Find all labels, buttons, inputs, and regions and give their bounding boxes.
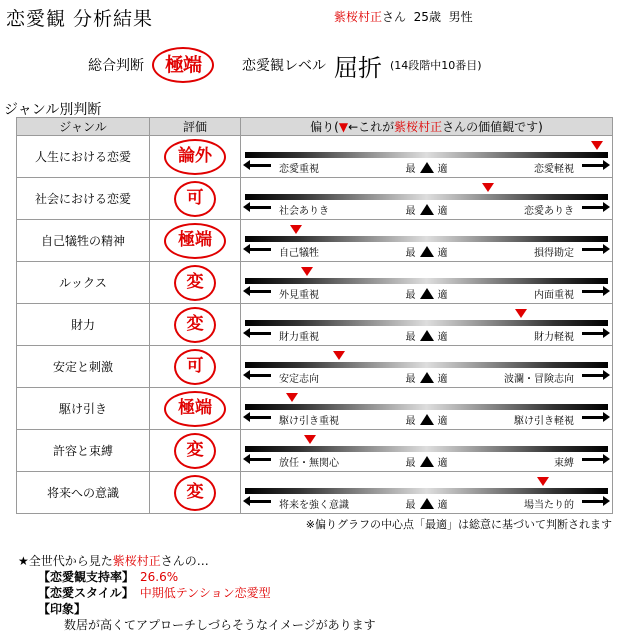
impression-line	[18, 601, 376, 617]
bias-labels	[245, 286, 608, 300]
bias-right-label: 恋愛軽視	[534, 164, 574, 175]
optimal-label-2: 適	[437, 206, 448, 217]
genre-cell: ルックス	[17, 262, 150, 304]
value-marker-icon	[515, 309, 527, 318]
optimal-center-label	[406, 160, 448, 175]
bias-labels	[245, 202, 608, 216]
optimal-center-label	[406, 370, 448, 385]
bias-labels	[245, 496, 608, 510]
left-arrow-icon	[249, 416, 271, 419]
header-bias-prefix: 偏り(	[310, 120, 339, 134]
overall-judgement	[88, 48, 482, 82]
bias-labels	[245, 160, 608, 174]
optimal-label-2: 適	[437, 164, 448, 175]
optimal-label-2: 適	[437, 458, 448, 469]
eval-stamp: 変	[174, 307, 216, 343]
bias-cell	[241, 430, 613, 472]
summary-intro-suffix: さんの…	[160, 554, 209, 568]
gradient-bar	[245, 488, 608, 494]
gradient-bar	[245, 194, 608, 200]
optimal-label-1: 最	[405, 374, 416, 385]
optimal-label-1: 最	[405, 248, 416, 259]
bias-meter	[245, 434, 608, 470]
bias-cell	[241, 304, 613, 346]
gradient-bar	[245, 320, 608, 326]
bias-meter	[245, 350, 608, 386]
optimal-center-label	[406, 328, 448, 343]
eval-cell	[150, 136, 241, 178]
user-name: 紫桜村正	[334, 10, 383, 24]
impression-text: 数居が高くてアプローチしづらそうなイメージがあります	[64, 618, 376, 632]
genre-cell: 人生における恋愛	[17, 136, 150, 178]
genre-cell: 自己犠牲の精神	[17, 220, 150, 262]
left-arrow-icon	[249, 248, 271, 251]
left-arrow-icon	[249, 332, 271, 335]
eval-cell	[150, 430, 241, 472]
genre-table	[16, 117, 613, 514]
up-triangle-icon	[420, 414, 434, 425]
left-arrow-icon	[249, 374, 271, 377]
up-triangle-icon	[420, 204, 434, 215]
bias-cell	[241, 346, 613, 388]
genre-cell: 許容と束縛	[17, 430, 150, 472]
right-arrow-icon	[582, 290, 604, 293]
bias-meter	[245, 224, 608, 260]
table-header-row	[17, 118, 613, 136]
support-rate-value: 26.6%	[140, 570, 179, 584]
header-bias-mid: ←これが	[348, 120, 395, 134]
gradient-bar	[245, 362, 608, 368]
bias-cell	[241, 388, 613, 430]
genre-cell: 財力	[17, 304, 150, 346]
up-triangle-icon	[420, 330, 434, 341]
optimal-label-1: 最	[405, 500, 416, 511]
up-triangle-icon	[420, 372, 434, 383]
optimal-label-1: 最	[405, 206, 416, 217]
optimal-label-1: 最	[405, 416, 416, 427]
user-age: 25歳	[413, 10, 441, 24]
optimal-center-label	[406, 244, 448, 259]
optimal-label-1: 最	[405, 290, 416, 301]
bias-left-label: 自己犠牲	[279, 248, 319, 259]
bias-right-label: 束縛	[554, 458, 574, 469]
eval-stamp: 極端	[164, 391, 226, 427]
left-arrow-icon	[249, 164, 271, 167]
genre-cell: 駆け引き	[17, 388, 150, 430]
value-marker-icon	[301, 267, 313, 276]
bias-left-label: 放任・無関心	[279, 458, 339, 469]
gradient-bar	[245, 404, 608, 410]
summary-intro-prefix: ★全世代から見た	[18, 554, 113, 568]
bias-meter	[245, 476, 608, 512]
left-arrow-icon	[249, 206, 271, 209]
bias-meter	[245, 140, 608, 176]
right-arrow-icon	[582, 458, 604, 461]
bias-left-label: 将来を強く意識	[279, 500, 349, 511]
table-row	[17, 346, 613, 388]
up-triangle-icon	[420, 246, 434, 257]
up-triangle-icon	[420, 498, 434, 509]
bias-left-label: 外見重視	[279, 290, 319, 301]
eval-cell	[150, 262, 241, 304]
bias-cell	[241, 136, 613, 178]
overall-label: 総合判断	[88, 58, 144, 74]
header-eval: 評価	[150, 118, 241, 136]
bias-labels	[245, 370, 608, 384]
value-marker-icon	[537, 477, 549, 486]
bias-meter	[245, 182, 608, 218]
bias-left-label: 財力重視	[279, 332, 319, 343]
bias-meter	[245, 266, 608, 302]
optimal-center-label	[406, 412, 448, 427]
value-marker-icon	[482, 183, 494, 192]
bias-cell	[241, 178, 613, 220]
bias-right-label: 損得勘定	[534, 248, 574, 259]
bias-right-label: 内面重視	[534, 290, 574, 301]
table-row	[17, 136, 613, 178]
right-arrow-icon	[582, 416, 604, 419]
bias-cell	[241, 220, 613, 262]
level-value: 屈折	[334, 53, 382, 82]
bias-right-label: 場当たり的	[524, 500, 574, 511]
bias-left-label: 安定志向	[279, 374, 319, 385]
optimal-label-2: 適	[437, 500, 448, 511]
optimal-center-label	[406, 496, 448, 511]
value-marker-icon	[591, 141, 603, 150]
page-title: 恋愛観 分析結果	[6, 8, 154, 30]
summary-intro	[18, 553, 376, 569]
up-triangle-icon	[420, 456, 434, 467]
value-marker-icon	[290, 225, 302, 234]
left-arrow-icon	[249, 458, 271, 461]
summary	[18, 553, 376, 633]
bias-labels	[245, 412, 608, 426]
left-arrow-icon	[249, 290, 271, 293]
table-row	[17, 304, 613, 346]
overall-stamp: 極端	[152, 47, 214, 83]
love-style-line	[18, 585, 376, 601]
user-info	[334, 8, 473, 25]
right-arrow-icon	[582, 374, 604, 377]
bias-labels	[245, 244, 608, 258]
table-row	[17, 430, 613, 472]
bias-right-label: 駆け引き軽視	[514, 416, 574, 427]
bias-cell	[241, 472, 613, 514]
gradient-bar	[245, 236, 608, 242]
header-genre: ジャンル	[17, 118, 150, 136]
bias-left-label: 恋愛重視	[279, 164, 319, 175]
right-arrow-icon	[582, 500, 604, 503]
table-row	[17, 388, 613, 430]
optimal-label-2: 適	[437, 248, 448, 259]
bias-cell	[241, 262, 613, 304]
header-bias-arrow: ▼	[338, 120, 349, 134]
user-suffix: さん	[382, 10, 407, 24]
bias-left-label: 社会ありき	[279, 206, 329, 217]
bias-right-label: 恋愛ありき	[524, 206, 574, 217]
gradient-bar	[245, 278, 608, 284]
love-style-key: 【恋愛スタイル】	[38, 586, 134, 600]
eval-cell	[150, 346, 241, 388]
eval-stamp: 極端	[164, 223, 226, 259]
right-arrow-icon	[582, 206, 604, 209]
bias-meter	[245, 392, 608, 428]
love-style-value: 中期低テンション恋愛型	[139, 586, 271, 600]
header-bias	[241, 118, 613, 136]
right-arrow-icon	[582, 248, 604, 251]
right-arrow-icon	[582, 164, 604, 167]
support-rate-key: 【恋愛観支持率】	[38, 570, 135, 584]
table-row	[17, 262, 613, 304]
eval-stamp: 可	[174, 349, 216, 385]
value-marker-icon	[286, 393, 298, 402]
bias-meter	[245, 308, 608, 344]
eval-stamp: 変	[174, 433, 216, 469]
value-marker-icon	[333, 351, 345, 360]
section-title: ジャンル別判断	[4, 102, 102, 118]
up-triangle-icon	[420, 162, 434, 173]
user-gender: 男性	[448, 10, 473, 24]
eval-stamp: 変	[174, 265, 216, 301]
eval-cell	[150, 220, 241, 262]
impression-key: 【印象】	[38, 602, 87, 616]
genre-cell: 将来への意識	[17, 472, 150, 514]
level-note: (14段階中10番目)	[390, 59, 482, 72]
up-triangle-icon	[420, 288, 434, 299]
optimal-label-2: 適	[437, 332, 448, 343]
genre-cell: 安定と刺激	[17, 346, 150, 388]
eval-stamp: 論外	[164, 139, 226, 175]
optimal-label-1: 最	[405, 332, 416, 343]
summary-intro-name: 紫桜村正	[112, 554, 161, 568]
gradient-bar	[245, 446, 608, 452]
bias-left-label: 駆け引き重視	[279, 416, 339, 427]
eval-cell	[150, 388, 241, 430]
optimal-center-label	[406, 454, 448, 469]
bias-right-label: 財力軽視	[534, 332, 574, 343]
table-row	[17, 472, 613, 514]
table-row	[17, 220, 613, 262]
optimal-center-label	[406, 286, 448, 301]
eval-cell	[150, 178, 241, 220]
level-label: 恋愛観レベル	[242, 58, 326, 74]
optimal-label-2: 適	[437, 290, 448, 301]
optimal-label-1: 最	[405, 458, 416, 469]
optimal-label-2: 適	[437, 416, 448, 427]
eval-stamp: 可	[174, 181, 216, 217]
footnote: ※偏りグラフの中心点「最適」は総意に基づいて判断されます	[305, 518, 612, 531]
right-arrow-icon	[582, 332, 604, 335]
value-marker-icon	[304, 435, 316, 444]
eval-stamp: 変	[174, 475, 216, 511]
left-arrow-icon	[249, 500, 271, 503]
bias-labels	[245, 328, 608, 342]
table-row	[17, 178, 613, 220]
gradient-bar	[245, 152, 608, 158]
optimal-label-1: 最	[405, 164, 416, 175]
eval-cell	[150, 472, 241, 514]
eval-cell	[150, 304, 241, 346]
genre-cell: 社会における恋愛	[17, 178, 150, 220]
bias-labels	[245, 454, 608, 468]
header-bias-name: 紫桜村正	[394, 120, 443, 134]
support-rate-line	[18, 569, 376, 585]
optimal-center-label	[406, 202, 448, 217]
header-bias-suffix: さんの価値観です)	[442, 120, 543, 134]
bias-right-label: 波瀾・冒険志向	[504, 374, 574, 385]
optimal-label-2: 適	[437, 374, 448, 385]
